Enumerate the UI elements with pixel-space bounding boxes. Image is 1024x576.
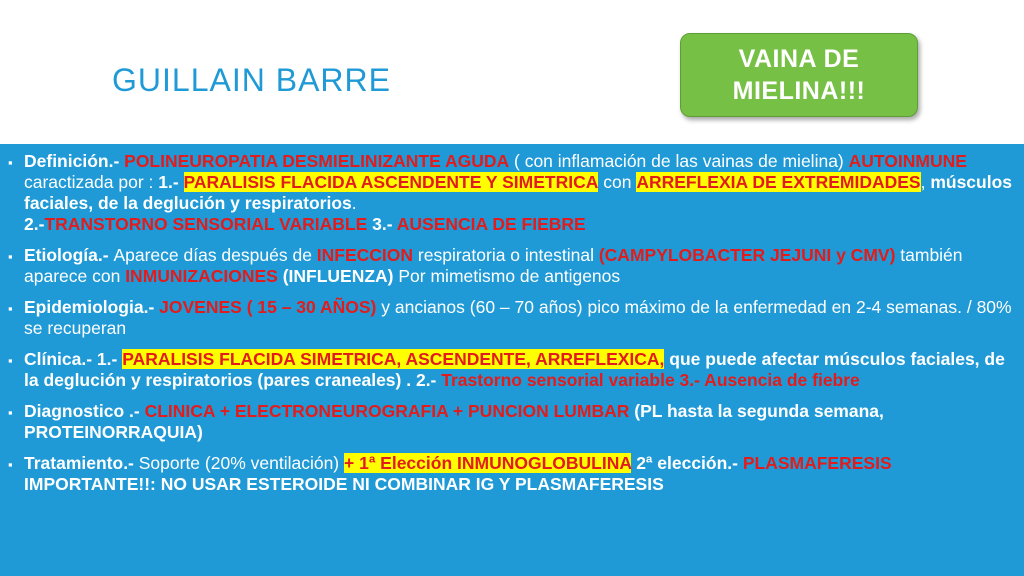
highlighted-segment: ARREFLEXIA DE EXTREMIDADES xyxy=(636,172,921,192)
segment: AUTOINMUNE xyxy=(848,151,967,171)
highlighted-segment: PARALISIS FLACIDA ASCENDENTE Y SIMETRICA xyxy=(183,172,599,192)
bullet-etiologia xyxy=(8,245,1016,287)
segment: caractizada por : xyxy=(24,172,159,192)
bullet-epidemiologia xyxy=(8,297,1016,339)
segment: . xyxy=(351,193,357,213)
slide-header xyxy=(0,0,1024,144)
slide-title: GUILLAIN BARRE xyxy=(112,62,391,98)
vaina-de-mielina-callout xyxy=(680,33,918,117)
segment: músculos faciales, de la deglución y respiratorios xyxy=(24,172,1013,213)
bullet-diagnostico xyxy=(8,401,1016,443)
segment: Soporte (20% ventilación) xyxy=(138,453,344,473)
bullet-list xyxy=(8,151,1016,505)
segment: IMPORTANTE!!: NO USAR ESTEROIDE NI COMBINAR IG Y PLASMAFERESIS xyxy=(24,474,664,494)
segment: INFECCION xyxy=(316,245,414,265)
highlighted-segment: PARALISIS FLACIDA SIMETRICA, ASCENDENTE, ARREFLEXICA, xyxy=(122,349,665,369)
bullet-text xyxy=(24,297,1012,338)
segment: y ancianos (60 – 70 años) pico máximo de la enfermedad en 2-4 semanas. / 80% se recuperan xyxy=(24,297,1012,338)
segment: CLINICA + ELECTRONEUROGRAFIA + PUNCION LUMBAR xyxy=(144,401,630,421)
bullet-clinica xyxy=(8,349,1016,391)
segment: TRANSTORNO SENSORIAL VARIABLE xyxy=(44,214,368,234)
segment: INMUNIZACIONES xyxy=(125,266,278,286)
callout-line-1: VAINA DE xyxy=(738,45,860,73)
segment: PLASMAFERESIS xyxy=(742,453,892,473)
segment: 1.- xyxy=(158,172,184,192)
segment: (CAMPYLOBACTER JEJUNI y CMV) xyxy=(598,245,896,265)
segment: 2ª elección.- xyxy=(631,453,743,473)
bullet-icon: ▪ xyxy=(8,301,13,316)
segment: Tratamiento.- xyxy=(24,453,139,473)
bullet-text xyxy=(24,401,884,442)
bullet-icon: ▪ xyxy=(8,405,13,420)
bullet-text xyxy=(24,349,1005,390)
segment: 2.- xyxy=(24,214,45,234)
segment: 3.- xyxy=(367,214,397,234)
segment: ( con inflamación de las vainas de mielina) xyxy=(509,151,849,171)
segment: (PL hasta la segunda semana, PROTEINORRAQUIA) xyxy=(24,401,884,442)
segment: que puede afectar músculos faciales, de la deglución y respiratorios (pares craneales) . 2.- xyxy=(24,349,1005,390)
bullet-icon: ▪ xyxy=(8,249,13,264)
bullet-icon: ▪ xyxy=(8,457,13,472)
segment: Etiología.- xyxy=(24,245,114,265)
bullet-definicion xyxy=(8,151,1016,235)
bullet-icon: ▪ xyxy=(8,155,13,170)
bullet-text xyxy=(24,151,1012,234)
segment: respiratoria o intestinal xyxy=(413,245,599,265)
segment: Definición.- xyxy=(24,151,125,171)
segment: POLINEUROPATIA DESMIELINIZANTE AGUDA xyxy=(124,151,510,171)
segment: con xyxy=(598,172,637,192)
segment: Aparece días después de xyxy=(113,245,317,265)
segment: Trastorno sensorial variable 3.- Ausencia de fiebre xyxy=(441,370,860,390)
segment: AUSENCIA DE FIEBRE xyxy=(396,214,586,234)
bullet-icon: ▪ xyxy=(8,353,13,368)
bullet-tratamiento xyxy=(8,453,1016,495)
segment: (INFLUENZA) xyxy=(277,266,394,286)
segment: Epidemiologia.- xyxy=(24,297,160,317)
bullet-text xyxy=(24,453,892,494)
segment: también aparece con xyxy=(24,245,963,286)
segment: Diagnostico .- xyxy=(24,401,145,421)
highlighted-segment: + 1ª Elección INMUNOGLOBULINA xyxy=(344,453,632,473)
segment: JOVENES ( 15 – 30 AÑOS) xyxy=(159,297,377,317)
segment: , xyxy=(920,172,931,192)
callout-line-2: MIELINA!!! xyxy=(732,77,866,105)
bullet-text xyxy=(24,245,963,286)
segment: Clínica.- 1.- xyxy=(24,349,123,369)
segment: Por mimetismo de antigenos xyxy=(393,266,621,286)
